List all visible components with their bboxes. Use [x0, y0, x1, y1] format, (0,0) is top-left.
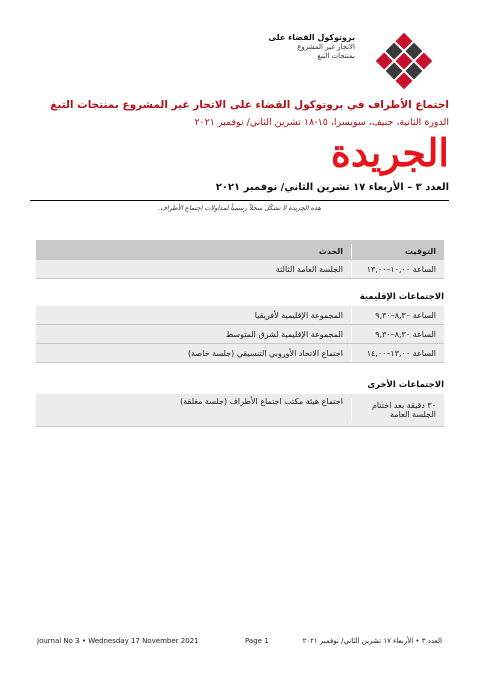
row-time: الساعة ٨,٣٠–٩,٣٠	[351, 327, 444, 342]
row-time: الساعة ١٠,٠٠–١٣,٠٠	[351, 262, 444, 277]
row-time: الساعة ١٣,٠٠–١٤,٠٠	[351, 346, 444, 361]
regional-section-title: الاجتماعات الإقليمية	[359, 292, 444, 302]
header-time: التوقيت	[351, 244, 444, 259]
table-row	[36, 344, 444, 363]
table-row	[36, 306, 444, 325]
row-time: ٣٠ دقيقة بعد اختتام الجلسة العامة	[351, 398, 444, 422]
logo-line-2: الاتجار غير المشروع	[297, 42, 355, 51]
row-event: الجلسة العامة الثالثة	[275, 264, 343, 274]
row-time: الساعة ٨,٣٠–٩,٣٠	[351, 308, 444, 323]
schedule-table	[36, 240, 444, 279]
session-subtitle: الدورة الثانية، جنيف، سويسرا، ١٥-١٨ تشرين الثاني/ نوفمبر ٢٠٢١	[194, 117, 449, 128]
journal-title: الجريدة	[330, 130, 449, 175]
table-row	[36, 394, 444, 427]
footer-arabic: العدد ٣ • الأربعاء ١٧ تشرين الثاني/ نوفمبر ٢٠٢١	[302, 637, 442, 645]
header-event: الحدث	[318, 247, 343, 256]
diamond-logo-icon	[360, 27, 448, 95]
logo-text	[235, 33, 355, 62]
row-event: المجموعة الإقليمية لأفريقيا	[254, 310, 343, 320]
footer-english: Journal No 3 • Wednesday 17 November 2021	[37, 637, 199, 645]
page-footer	[37, 637, 442, 649]
table-row	[36, 260, 444, 279]
table-row	[36, 325, 444, 344]
row-event: المجموعة الإقليمية لشرق المتوسط	[225, 329, 343, 339]
row-event: اجتماع هيئة مكتب اجتماع الأطراف (جلسة مغلقة)	[180, 397, 343, 406]
footer-page-number: Page 1	[245, 637, 269, 645]
table-header-row	[36, 240, 444, 260]
other-section-title: الاجتماعات الأخرى	[367, 380, 444, 390]
logo-line-3: بمنتجات التبغ	[317, 52, 355, 60]
meeting-title: اجتماع الأطراف في بروتوكول القضاء على الاتجار غير المشروع بمنتجات التبغ	[50, 99, 449, 111]
issue-line: العدد ٣ – الأربعاء ١٧ تشرين الثاني/ نوفمبر ٢٠٢١	[215, 182, 449, 193]
other-table	[36, 394, 444, 427]
disclaimer-note: هذه الجريدة لا تشكّل سجلاً رسمياً لمداولات اجتماع الأطراف.	[158, 204, 321, 212]
regional-table	[36, 306, 444, 363]
logo-line-1: بروتوكول القضاء على	[268, 33, 355, 42]
fctc-protocol-logo	[238, 27, 448, 97]
header-divider	[30, 200, 449, 201]
row-event: اجتماع الاتحاد الأوروبي التنسيقي (جلسة خاصة)	[187, 348, 343, 358]
